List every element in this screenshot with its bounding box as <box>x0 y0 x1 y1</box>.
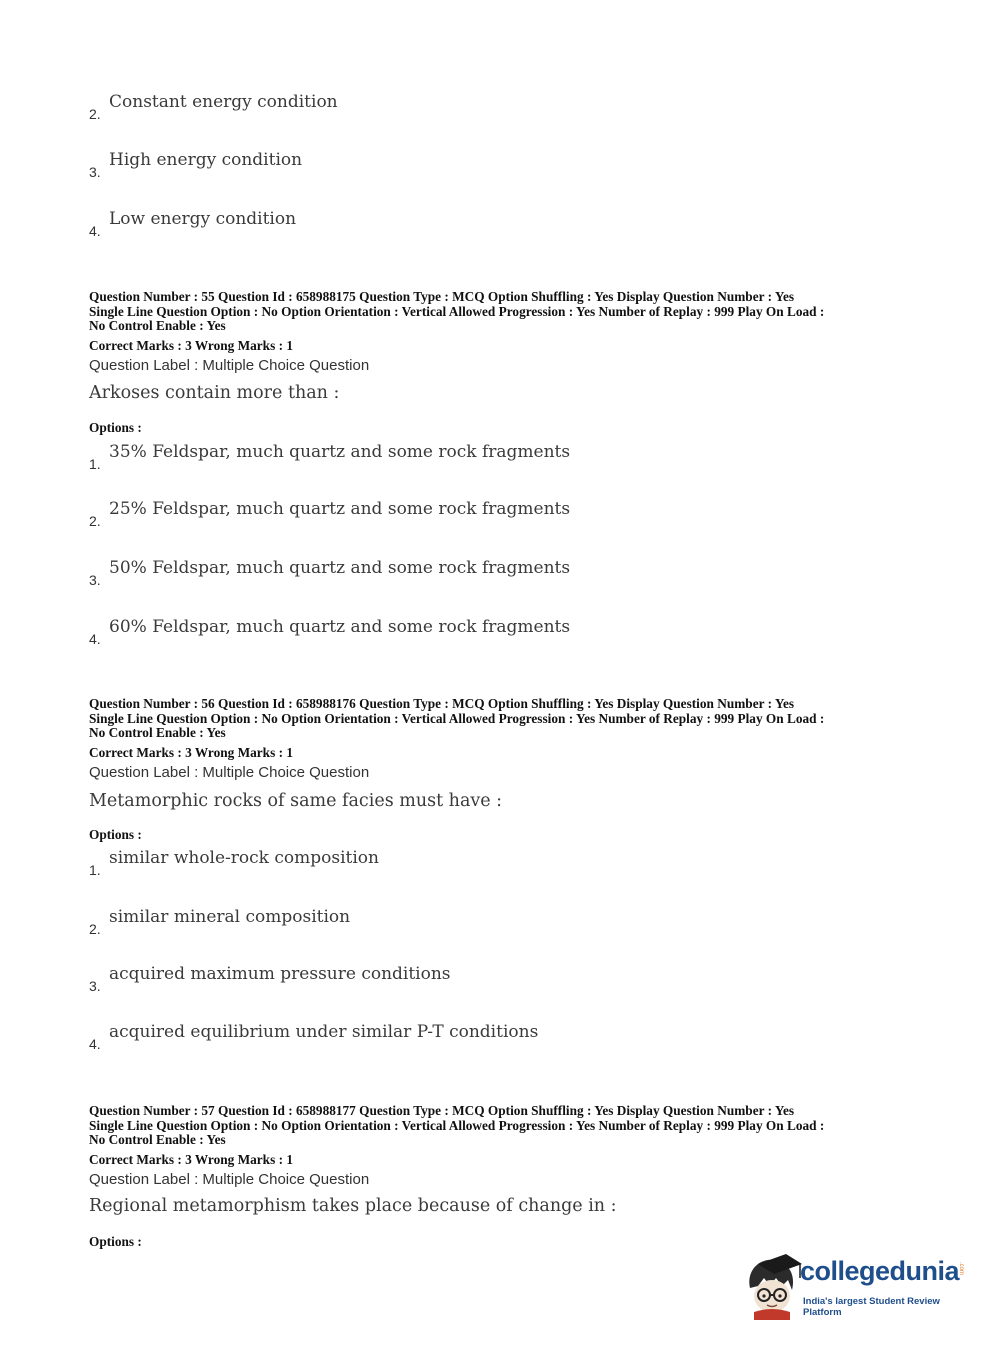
option-number: 2. <box>89 921 101 937</box>
question-text: Regional metamorphism takes place because of change in : <box>89 1196 617 1216</box>
question-text: Arkoses contain more than : <box>89 383 340 403</box>
question-marks: Correct Marks : 3 Wrong Marks : 1 <box>89 338 293 353</box>
option-number: 4. <box>89 631 101 647</box>
option-number: 2. <box>89 106 101 122</box>
option-text: similar mineral composition <box>109 907 351 927</box>
question-label: Question Label : Multiple Choice Question <box>89 1171 370 1188</box>
options-heading: Options : <box>89 420 142 435</box>
options-heading: Options : <box>89 827 142 842</box>
option-text: 35% Feldspar, much quartz and some rock fragments <box>109 442 571 462</box>
option-number: 3. <box>89 164 101 180</box>
option-text: 50% Feldspar, much quartz and some rock fragments <box>109 558 571 578</box>
option-number: 1. <box>89 862 101 878</box>
option-text: Constant energy condition <box>109 92 338 112</box>
option-text: similar whole-rock composition <box>109 848 379 868</box>
mascot-icon <box>742 1250 802 1320</box>
options-heading: Options : <box>89 1234 142 1249</box>
question-marks: Correct Marks : 3 Wrong Marks : 1 <box>89 1152 293 1167</box>
brand-name: collegedunia <box>800 1256 960 1286</box>
option-text: Low energy condition <box>109 209 297 229</box>
option-text: 60% Feldspar, much quartz and some rock fragments <box>109 617 571 637</box>
question-label: Question Label : Multiple Choice Question <box>89 357 370 374</box>
option-number: 2. <box>89 513 101 529</box>
brand-tagline: India's largest Student Review Platform <box>803 1296 940 1318</box>
question-label: Question Label : Multiple Choice Question <box>89 764 370 781</box>
brand-dotcom: .com <box>958 1262 964 1276</box>
option-number: 1. <box>89 456 101 472</box>
question-meta: Question Number : 55 Question Id : 658988175 Question Type : MCQ Option Shuffling : Yes Display Question Number : Yes Single Line Question Option : No Option Orientation : Vertical Allowed Progression : Yes Number of Replay : 999 Play On Load : No Control Enable : Yes <box>89 289 825 333</box>
option-number: 3. <box>89 978 101 994</box>
option-number: 4. <box>89 1036 101 1052</box>
question-marks: Correct Marks : 3 Wrong Marks : 1 <box>89 745 293 760</box>
option-text: acquired maximum pressure conditions <box>109 964 451 984</box>
option-number: 3. <box>89 572 101 588</box>
option-text: 25% Feldspar, much quartz and some rock fragments <box>109 499 571 519</box>
question-meta: Question Number : 56 Question Id : 658988176 Question Type : MCQ Option Shuffling : Yes Display Question Number : Yes Single Line Question Option : No Option Orientation : Vertical Allowed Progression : Yes Number of Replay : 999 Play On Load : No Control Enable : Yes <box>89 696 825 740</box>
option-text: High energy condition <box>109 150 303 170</box>
collegedunia-logo <box>742 1250 972 1320</box>
question-meta: Question Number : 57 Question Id : 658988177 Question Type : MCQ Option Shuffling : Yes Display Question Number : Yes Single Line Question Option : No Option Orientation : Vertical Allowed Progression : Yes Number of Replay : 999 Play On Load : No Control Enable : Yes <box>89 1103 825 1147</box>
option-number: 4. <box>89 223 101 239</box>
option-text: acquired equilibrium under similar P-T conditions <box>109 1022 539 1042</box>
question-text: Metamorphic rocks of same facies must have : <box>89 791 503 811</box>
